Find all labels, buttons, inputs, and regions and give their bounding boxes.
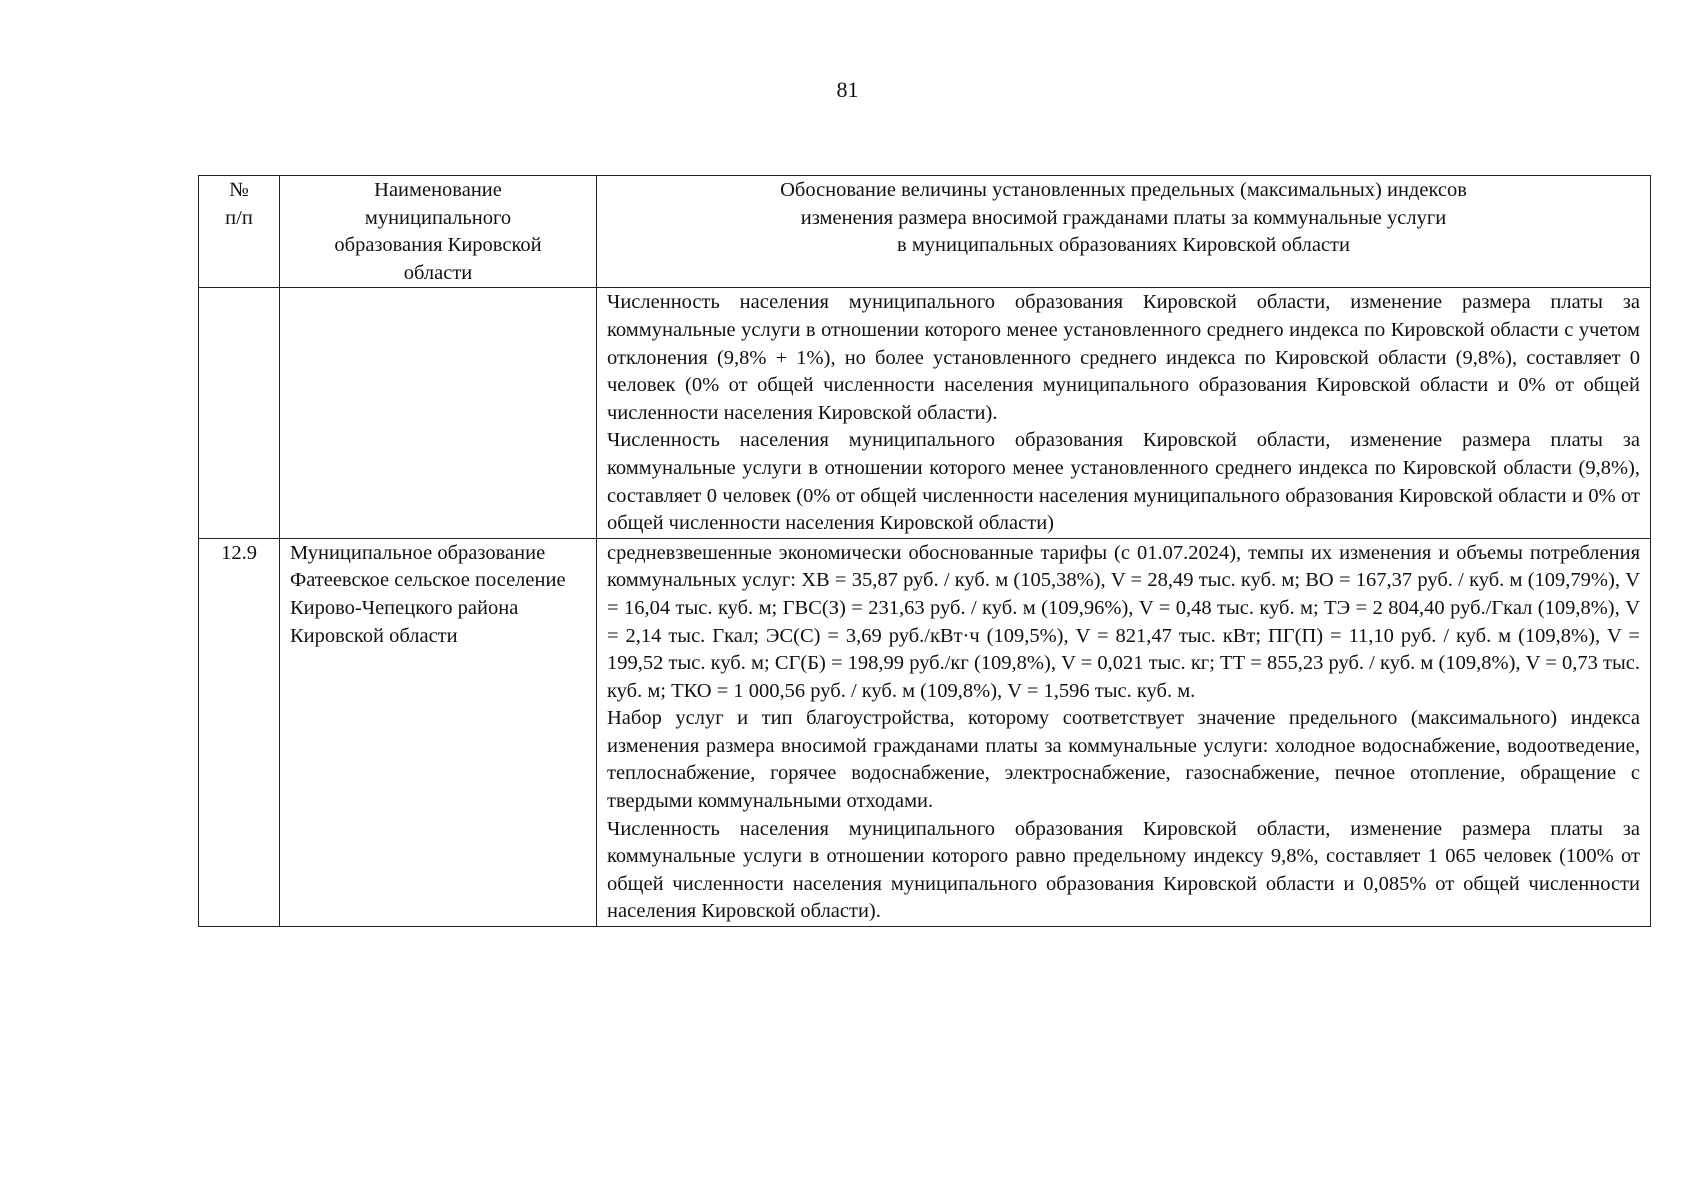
row-number-cell: 12.9 — [199, 538, 280, 926]
header-justification-line: в муниципальных образованиях Кировской области — [897, 234, 1350, 257]
justification-cell — [597, 538, 1651, 926]
justification-paragraph: Набор услуг и тип благоустройства, которому соответствует значение предельного (максимального) индекса изменения размера вносимой гражданами платы за коммунальные услуги: холодное водоснабжение, водоотведение, теплоснабжение, горячее водоснабжение, электроснабжение, газоснабжение, печное отопление, обращение с твердыми коммунальными отходами. — [607, 707, 1640, 813]
justification-paragraph: Численность населения муниципального образования Кировской области, изменение размера платы за коммунальные услуги в отношении которого менее установленного среднего индекса по Кировской области (9,8%), составляет 0 человек (0% от общей численности населения муниципального образования Кировской области и 0% от общей численности населения Кировской области) — [607, 429, 1640, 535]
table-row — [199, 538, 1651, 926]
municipality-name-cell — [280, 288, 597, 538]
header-justification-line: Обоснование величины установленных предельных (максимальных) индексов — [780, 179, 1467, 201]
justification-paragraph: Численность населения муниципального образования Кировской области, изменение размера платы за коммунальные услуги в отношении которого равно предельному индексу 9,8%, составляет 1 065 человек (100% от общей численности населения муниципального образования Кировской области и 0,085% от общей численности населения Кировской области). — [607, 817, 1640, 923]
justification-paragraph: Численность населения муниципального образования Кировской области, изменение размера платы за коммунальные услуги в отношении которого менее установленного среднего индекса по Кировской области с учетом отклонения (9,8% + 1%), но более установленного среднего индекса по Кировской области (9,8%), составляет 0 человек (0% от общей численности населения муниципального образования Кировской области и 0% от общей численности населения Кировской области). — [607, 291, 1640, 424]
justification-paragraph: средневзвешенные экономически обоснованные тарифы (с 01.07.2024), темпы их изменения и объемы потребления коммунальных услуг: ХВ = 35,87 руб. / куб. м (105,38%), V = 28,49 тыс. куб. м; ВО = 167,37 руб. / куб. м (109,79%), V = 16,04 тыс. куб. м; ГВС(З) = 231,63 руб. / куб. м (109,96%), V = 0,48 тыс. куб. м; ТЭ = 2 804,40 руб./Гкал (109,8%), V = 2,14 тыс. Гкал; ЭС(С) = 3,69 руб./кВт·ч (109,5%), V = 821,47 тыс. кВт; ПГ(П) = 11,10 руб. / куб. м (109,8%), V = 199,52 тыс. куб. м; СГ(Б) = 198,99 руб./кг (109,8%), V = 0,021 тыс. кг; ТТ = 855,23 руб. / куб. м (109,8%), V = 0,73 тыс. куб. м; ТКО = 1 000,56 руб. / куб. м (109,8%), V = 1,596 тыс. куб. м. — [607, 541, 1640, 702]
header-name-line: Наименование — [374, 179, 502, 201]
header-num-line: п/п — [225, 206, 253, 229]
municipality-name-cell: Муниципальное образование Фатеевское сельское поселение Кирово-Чепецкого района Кировской области — [280, 538, 597, 926]
header-justification-line: изменения размера вносимой гражданами платы за коммунальные услуги — [800, 206, 1447, 229]
table-row — [199, 288, 1651, 538]
row-number-cell — [199, 288, 280, 538]
header-name-line: области — [403, 261, 473, 284]
table-header-row — [199, 176, 1651, 288]
page-number: 81 — [836, 77, 859, 102]
header-num-line: № — [229, 179, 249, 201]
header-justification — [597, 176, 1651, 288]
justification-table — [198, 175, 1651, 927]
justification-cell — [597, 288, 1651, 538]
header-name-line: образования Кировской — [334, 234, 542, 257]
header-num — [199, 176, 280, 288]
header-name-line: муниципального — [364, 206, 512, 229]
header-municipality-name — [280, 176, 597, 288]
